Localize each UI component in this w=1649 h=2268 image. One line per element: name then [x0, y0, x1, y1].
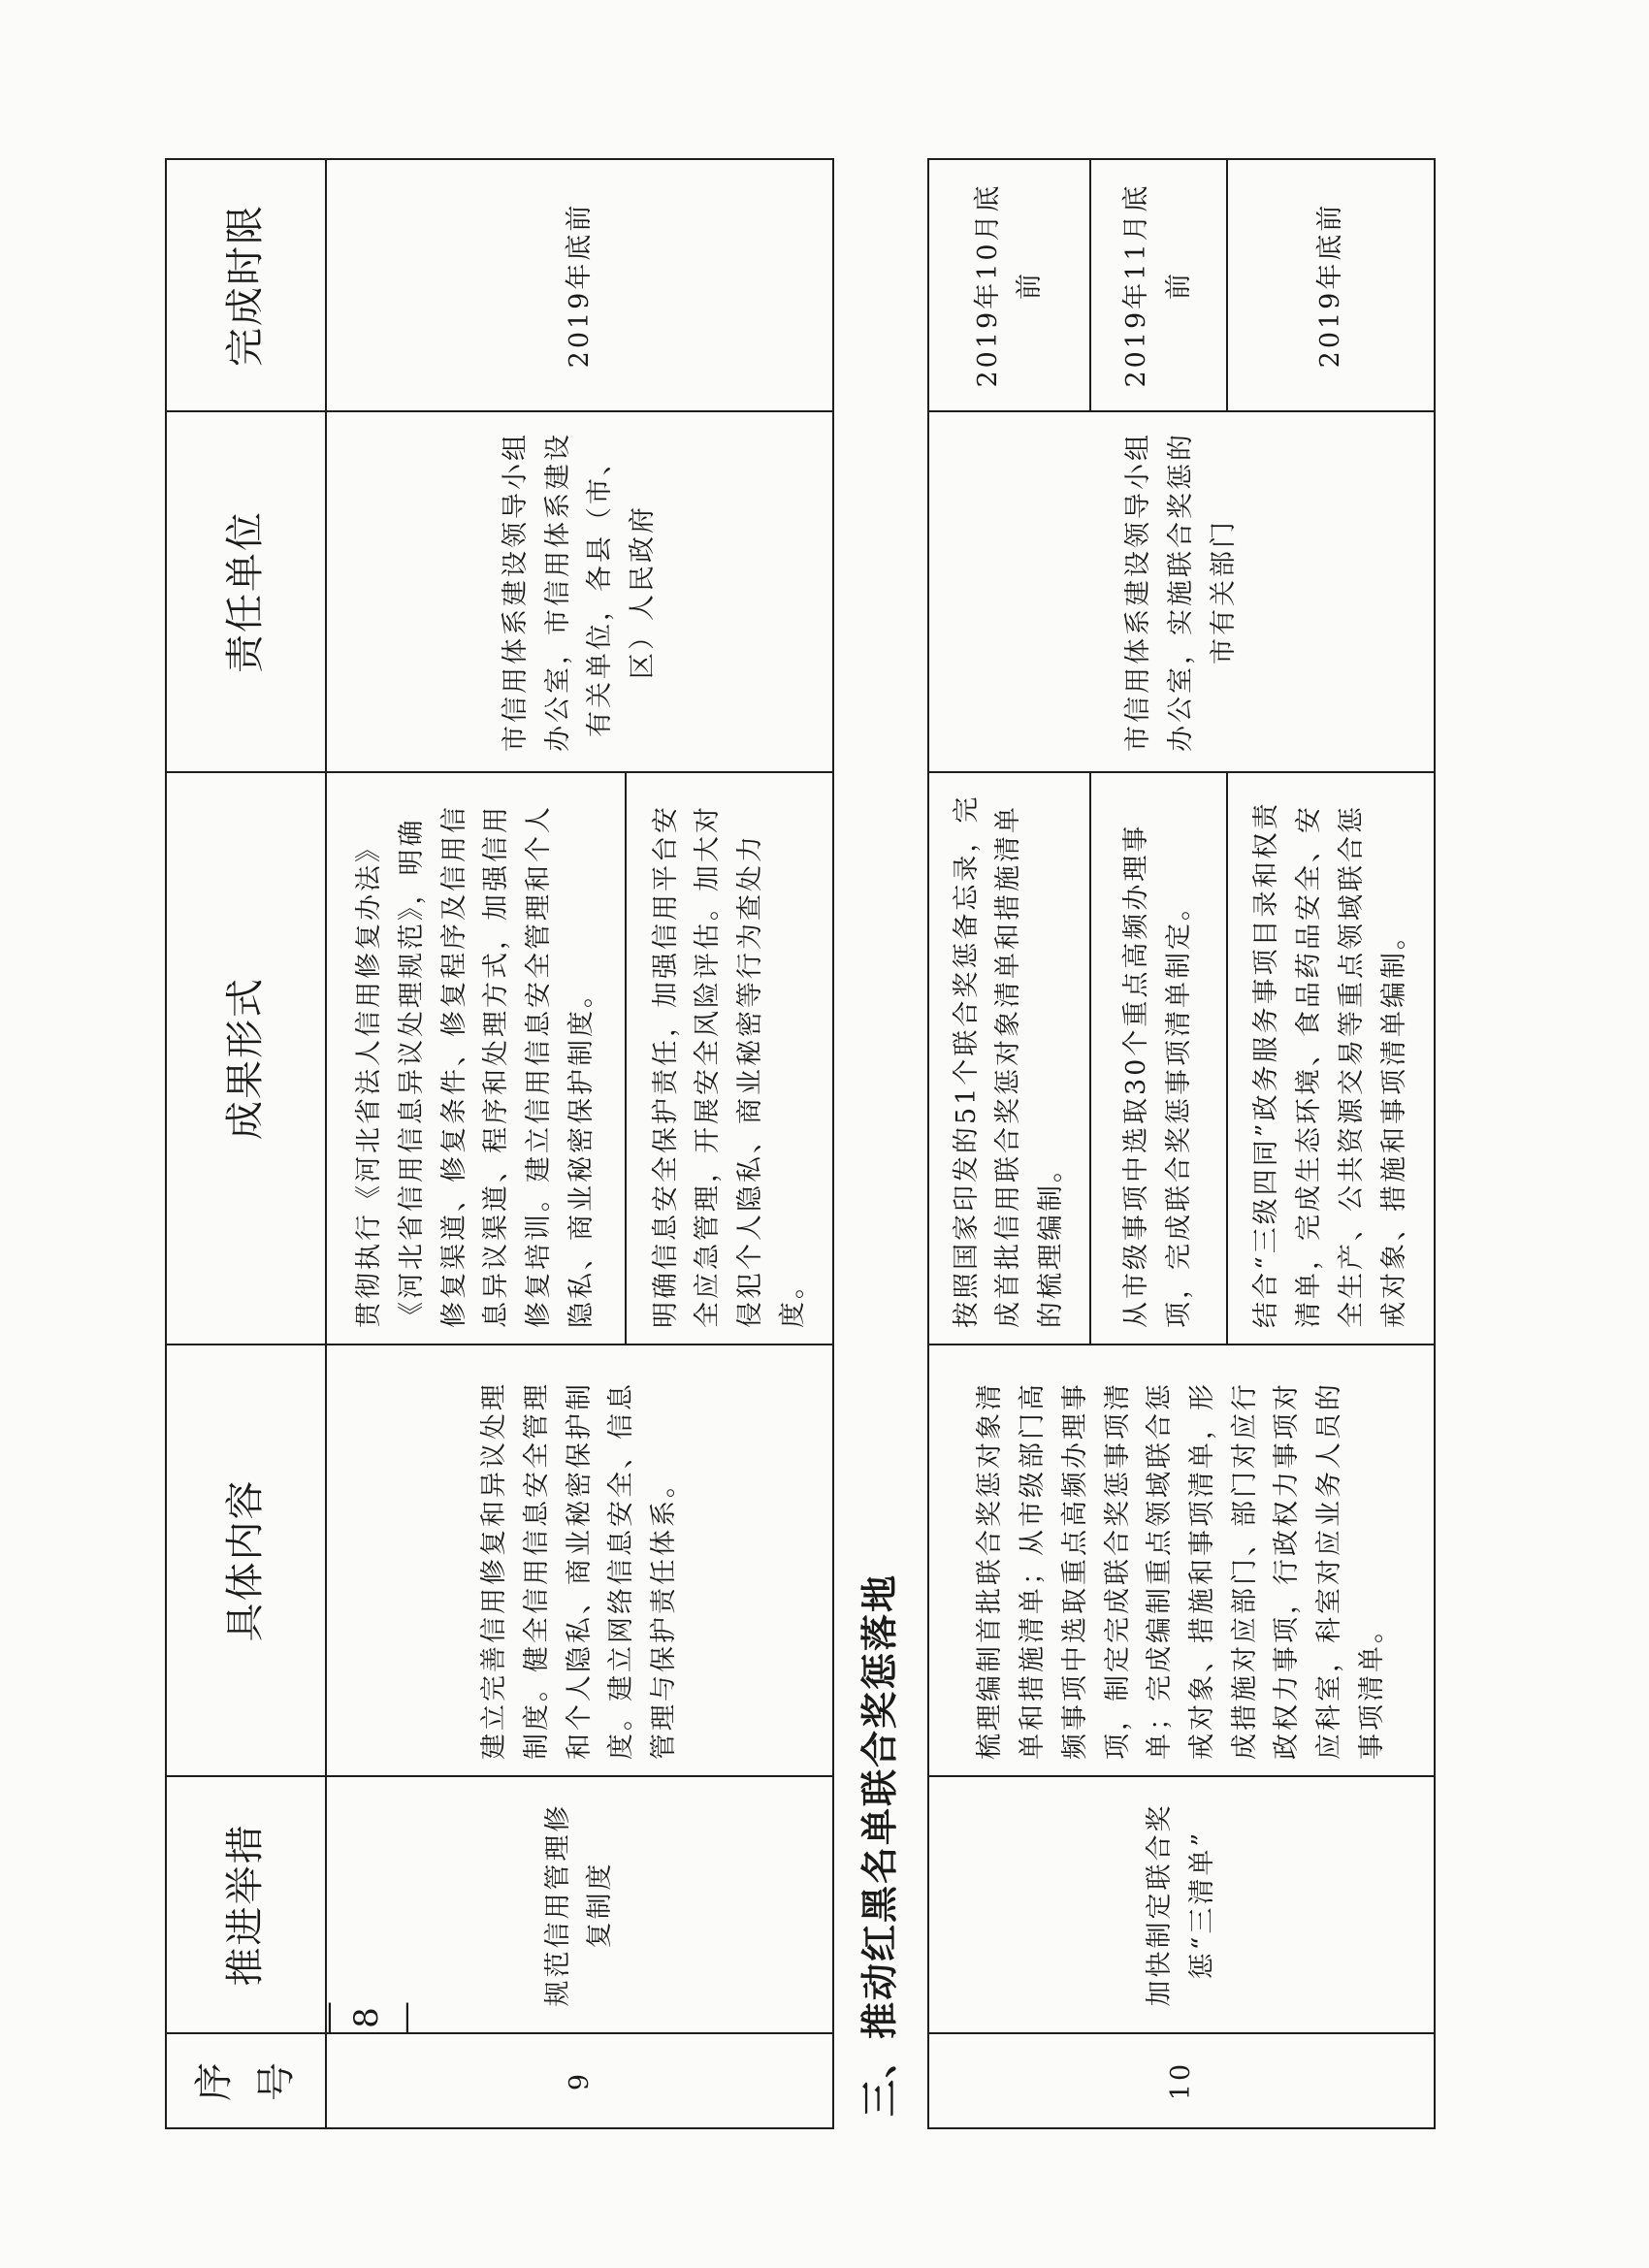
- row9-output-1: 贯彻执行《河北省法人信用修复办法》《河北省信用信息异议处理规范》，明确修复渠道、修复条件、修复程序及信用信息异议渠道、程序和处理方式，加强信用修复培训。建立信用信息安全管理和个人隐私、商业秘密保护制度。: [326, 772, 626, 1345]
- row9-measure: 规范信用管理修复制度: [326, 1776, 833, 2033]
- rotated-table-page: [165, 160, 1436, 2129]
- row10-unit: 市信用体系建设领导小组办公室，实施联合奖惩的市有关部门: [928, 411, 1435, 772]
- page-number: — 8 —: [308, 1997, 425, 2034]
- table-row-10a: [928, 159, 1090, 2128]
- header-measure: 推进举措: [166, 1776, 326, 2033]
- row10-output-3: 结合“三级四同”政务服务事项目录和权责清单，完成生态环境、食品药品安全、安全生产、公共资源交易等重点领域联合惩戒对象、措施和事项清单编制。: [1227, 772, 1435, 1345]
- row10-output-1: 按照国家印发的51个联合奖惩备忘录，完成首批信用联合奖惩对象清单和措施清单的梳理编制。: [928, 772, 1090, 1345]
- header-no: 序号: [166, 2033, 326, 2128]
- row9-no: 9: [326, 2033, 833, 2128]
- row9-content: 建立完善信用修复和异议处理制度。健全信用信息安全管理和个人隐私、商业秘密保护制度。建立网络信息安全、信息管理与保护责任体系。: [326, 1345, 833, 1776]
- row10-deadline-1: 2019年10月底前: [928, 159, 1090, 411]
- section-title: 三、推动红黑名单联合奖惩落地: [833, 159, 928, 2128]
- row10-deadline-3: 2019年底前: [1227, 159, 1435, 411]
- table-row-9a: [326, 159, 626, 2128]
- row10-no: 10: [928, 2033, 1435, 2128]
- row10-content: 梳理编制首批联合奖惩对象清单和措施清单；从市级部门高频事项中选取重点高频办理事项，制定完成联合奖惩事项清单；完成编制重点领域联合惩戒对象、措施和事项清单，形成措施对应部门、部门对应行政权力事项，行政权力事项对应科室，科室对应业务人员的事项清单。: [928, 1345, 1435, 1776]
- row9-unit: 市信用体系建设领导小组办公室，市信用体系建设有关单位，各县（市、区）人民政府: [326, 411, 833, 772]
- row10-measure: 加快制定联合奖惩“三清单”: [928, 1776, 1435, 2033]
- row10-deadline-2: 2019年11月底前: [1090, 159, 1227, 411]
- section-row: [833, 159, 928, 2128]
- measures-table: [165, 158, 1436, 2129]
- header-unit: 责任单位: [166, 411, 326, 772]
- row10-output-2: 从市级事项中选取30个重点高频办理事项，完成联合奖惩事项清单制定。: [1090, 772, 1227, 1345]
- row9-output-2: 明确信息安全保护责任，加强信用平台安全应急管理，开展安全风险评估。加大对侵犯个人隐私、商业秘密等行为查处力度。: [626, 772, 833, 1345]
- header-deadline: 完成时限: [166, 159, 326, 411]
- row9-deadline: 2019年底前: [326, 159, 833, 411]
- table-header-row: [166, 159, 326, 2128]
- header-content: 具体内容: [166, 1345, 326, 1776]
- header-output: 成果形式: [166, 772, 326, 1345]
